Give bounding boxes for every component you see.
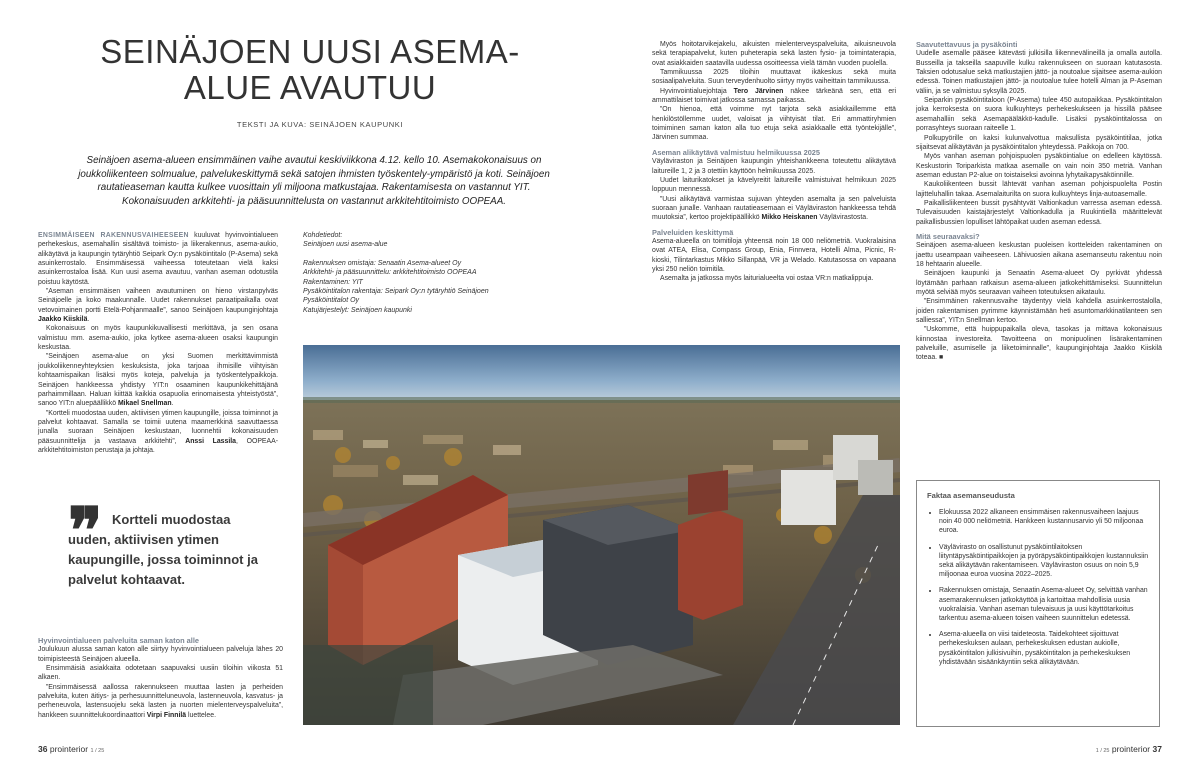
paragraph: Asema-alueella on toimitiloja yhteensä noin 18 000 neliömetriä. Vuokralaisina ovat ATEA, Elisa, Compass Group, Enia, Finnvera, Hotelli Alma, Picnic, R-kioski, Tilintarkastus Mikko Sillanpää, VR ja Welado. Katutasossa on vapaana yksi 250 neliön toimitila. [652, 238, 896, 274]
folio-right [1096, 744, 1162, 754]
fact-box-title: Faktaa asemanseudusta [927, 491, 1015, 500]
credits-parking-builder: Pysäköintitalon rakentaja: Seipark Oy:n tytäryhtiö Seinäjoen [303, 288, 489, 296]
text: Hyvinvointialuejohtaja [660, 87, 734, 95]
article-title: SEINÄJOEN UUSI ASEMA-ALUE AVAUTUU [100, 33, 520, 106]
paragraph [38, 683, 283, 720]
person-name: Tero Järvinen [733, 87, 784, 95]
section-heading: ENSIMMÄISEEN RAKENNUSVAIHEESEEN [38, 232, 189, 239]
paragraph: Tammikuussa 2025 tiloihin muuttavat ikäkeskus sekä muita sosiaalipalveluita. Suun terveydenhuolto siirtyy myös vaiheittain tammikuussa. [652, 69, 896, 86]
paragraph: Seinäjoen kaupunki ja Senaatin Asema-alueet Oy pyrkivät yhdessä löytämään parhaan ratkaisun asema-alueen jatkokehittämiseksi. Suunnittelun myötä selviää myös seuraavan vaiheen toteutuksen aikataulu. [916, 270, 1162, 297]
paragraph: Asemalta ja jatkossa myös laiturialueelta voi ostaa VR:n matkalippuja. [660, 275, 874, 283]
paragraph: Polkupyörille on kaksi kulunvalvottua maksullista pysäköintitilaa, jotka sijaitsevat alikäytävän ja pysäköintitalon yhteydessä. Paikkoja on 700. [916, 134, 1162, 151]
text: kuuluvat hyvinvointialueen perhekeskus, asemahallin sisältävä toimisto- ja liikerakennus, asema-aukio, alikäytävä ja kaupungin tytäryhtiö Seipark Oy:n pysäköintitalo (P-Asema) sekä asuinkerrostalo. Ensimmäisessä vaiheessa toteutetaan vielä kaksi asuinkerrostaloa lisää. Kun uusi asema avautuu, vanhan aseman odotustila poistuu käytöstä. [38, 232, 278, 286]
paragraph: ”Kortteli muodostaa uuden, aktiivisen ytimen kaupungille, joissa toiminnot ja palvelut kohtaavat. Samalla se toimii uutena maamerkkinä saavuttaessa junalla suoraan Seinäjoen keskustaan, luonnehtii kokonaisuuden pääsuunnittelija ja vastaava arkkitehti”, Anssi Lassila, OOPEAA-arkkitehtitoimiston perustaja ja johtaja. [38, 409, 278, 454]
folio-left [38, 744, 104, 754]
project-credits [303, 231, 523, 315]
magazine-name: prointerior [49, 744, 89, 754]
paragraph: Seinäjoen asema-alueen keskustan puoleisen kortteleiden rakentaminen on jaettu useampaan vaiheeseen. Lähivuosien aikana asemanseutu rakentuu noin 18 hehtaarin alueelle. [916, 242, 1162, 269]
person-name: Mikael Snellman [117, 400, 172, 408]
fact-list [927, 508, 1149, 667]
paragraph: Paikallisliikenteen bussit pysähtyvät Valtionkadun varressa aseman edessä. Tulevaisuuden kaistajärjestelyt Valtionkadulla ja Ruukintiellä määrittelevät paikallisbussien lopulliset lähtöpaikat uuden aseman edessä. [916, 199, 1162, 226]
paragraph [652, 195, 896, 223]
text: ”Uusi alikäytävä varmistaa sujuvan yhteyden asemalta ja sen palveluista suoraan junalle. Vanhaan rautatieasemaan ei Väyläviraston hankkeessa tehdä muutoksia”, kertoo projektipäällikkö [652, 195, 896, 222]
paragraph: Ensimmäisiä asiakkaita odotetaan saapuvaksi uusiin tiloihin viikosta 51 alkaen. [38, 665, 283, 682]
section-heading: Mitä seuraavaksi? [916, 231, 980, 241]
page-number: 36 [38, 744, 48, 754]
paragraph: ”Uskomme, että huippupaikalla oleva, tasokas ja mittava kokonaisuus kiinnostaa investoreita. Tavoitteena on monipuolinen lisärakentaminen palveluille, asumiselle ja liiketoiminnalle”, kaupunginjohtaja Jaakko Kiiskilä toteaa. ■ [916, 326, 1162, 362]
credits-builder: Rakentaminen: YIT [303, 278, 363, 286]
fact-item: • Asema-alueella on viisi taideteosta. Taidekohteet sijoittuvat perhekeskuksen aulaan, perhekeskuksen edustan aukiolle, pysäköintitalon julkisivuihin, pysäköintitalon ja perhekeskuksen yhdistävään sisäänkäyntiin sekä alikäytävään. [939, 630, 1149, 667]
paragraph: Uudet laiturikatokset ja kävelyreitit laitureille valmistuivat helmikuun 2025 loppuun mennessä. [652, 176, 896, 194]
person-name: Virpi Finnilä [146, 711, 187, 719]
text: OOPEAA-arkkitehtitoimiston perustaja ja johtaja. [38, 437, 278, 454]
person-name: Jaakko Kiiskilä [38, 316, 88, 324]
credits-owner: Rakennuksen omistaja: Senaatin Asema-alueet Oy [303, 259, 462, 267]
text: luettelee. [186, 711, 216, 719]
column-4 [916, 40, 1162, 363]
page-number: 37 [1152, 744, 1162, 754]
paragraph: Myös vanhan aseman pohjoispuolen pysäköintialue on edelleen käytössä. Keskustorin Toriparkista matkaa asemalle on vain noin 350 metriä. Vanhan aseman edustan P2-alue on toistaiseksi avoinna lyhytaikapysäköinnille. [916, 153, 1162, 179]
pull-quote [68, 494, 258, 590]
paragraph: Kaukoliikenteen bussit lähtevät vanhan aseman pohjoispuolelta Postin lajitteluhallin takaa. Asemalaiturilta on suora kulkuyhteys linja-autoasemalle. [916, 181, 1162, 198]
aerial-photo [303, 345, 900, 725]
credits-project: Seinäjoen uusi asema-alue [303, 241, 388, 249]
byline: TEKSTI JA KUVA: SEINÄJOEN KAUPUNKI [236, 120, 404, 129]
section-heading: Aseman alikäytävä valmistuu helmikuussa 2025 [652, 147, 821, 157]
paragraph: Kokonaisuus on myös kaupunkikuvallisesti merkittävä, ja sen osana valmistuu mm. asema-aukio, joka kytkee asema-alueen osaksi kaupungin keskustaa. [38, 325, 278, 352]
section-heading: Saavutettavuus ja pysäköinti [916, 40, 1018, 49]
section-heading: Hyvinvointialueen palveluita saman katon alle [38, 636, 200, 645]
paragraph [652, 87, 896, 106]
fact-item: • Elokuussa 2022 alkaneen ensimmäisen rakennusvaiheen laajuus noin 40 000 neliömetriä. Hankkeen kustannusarvio yli 50 miljoonaa euroa. [939, 508, 1149, 536]
person-name: Mikko Heiskanen [761, 214, 818, 222]
paragraph: Myös hoitotarvikejakelu, aikuisten mielenterveyspalveluita, aikuisneuvola sekä terapiapalvelut, kuten puheterapia sekä lasten fysio- ja toimintaterapia, ovat asiakkaiden saatavilla uudessa osoitteessa vielä tämän vuoden puolella. [652, 41, 896, 67]
lead-paragraph: Seinäjoen asema-alueen ensimmäinen vaihe avautui keskiviikkona 4.12. kello 10. Asemakokonaisuus on joukkoliikenteen solmualue, palvelukeskittymä sekä satojen ihmisten työskentely-ympäristö ja koti. Seinäjoen rautatieaseman kautta kulkee vuosittain yli miljoona matkustajaa. Rakentamisesta on vastannut YIT. Kokonaisuuden arkkitehti- ja pääsuunnittelusta on vastannut arkkitehtitoimisto OOPEAA. [78, 155, 550, 207]
text: Väylävirastosta. [817, 214, 869, 222]
column-3 [652, 40, 896, 284]
text: ”Kortteli muodostaa uuden, aktiivisen ytimen kaupungille, joissa toiminnot ja palvelut kohtaavat. Samalla se toimii uutena maamerkkinä saavuttaessa junalla suoraan Seinäjoen keskustaan, luonnehtii kokonaisuuden pääsuunnittelija ja vastaava arkkitehti”, [38, 409, 278, 445]
magazine-name: prointerior [1111, 744, 1151, 754]
issue-number: 1 / 25 [90, 748, 105, 754]
paragraph: ”Ensimmäinen rakennusvaihe täydentyy vielä kahdella asuinkerrostalolla, joiden rakentamisen pyrimme käynnistämään heti asuntomarkkinatilanteen sen salliessa”, YIT:n Snellman kertoo. [916, 298, 1162, 325]
column-1-bottom [38, 636, 283, 720]
text: ”Ensimmäisessä aallossa rakennukseen muuttaa lasten ja perheiden palveluita, kuten äitiys- ja perhesuunnitteluneuvola, lastenneuvola, kasvatus- ja perheneuvola, lastensuojelu sekä lasten ja nuorten mielenterveyspalveluita”, hankkeen suunnittelukoordinaattori [38, 683, 283, 719]
section-heading: Palveluiden keskittymä [652, 227, 734, 237]
credits-label: Kohdetiedot: [303, 232, 343, 239]
person-name: Anssi Lassila [185, 437, 237, 445]
issue-number: 1 / 25 [1095, 748, 1110, 754]
paragraph: Väyläviraston ja Seinäjoen kaupungin yhteishankkeena toteutettu alikäytävä laitureille 1, 2 ja 3 otettiin käyttöön helmikuussa 2025. [652, 158, 896, 175]
credits-street: Katujärjestelyt: Seinäjoen kaupunki [303, 306, 412, 314]
pull-quote-text: Kortteli muodostaa uuden, aktiivisen ytimen kaupungille, jossa toiminnot ja palvelut kohtaavat. [68, 512, 258, 587]
paragraph: Joulukuun alussa saman katon alle siirtyy hyvinvointialueen palveluja lähes 20 toimipisteestä Seinäjoen alueella. [38, 646, 283, 663]
fact-item: • Rakennuksen omistaja, Senaatin Asema-alueet Oy, selvittää vanhan asemarakennuksen jatkokäyttöä ja kartoittaa mahdollisia uusia vuokralaisia. Vanhan aseman tulevaisuus ja uusi käyttötarkoitus tarkentuu asema-alueen toisen vaiheen suunnittelun edetessä. [939, 586, 1149, 623]
fact-box [916, 480, 1160, 727]
credits-parking-org: Pysäköintitalot Oy [303, 297, 360, 305]
paragraph [38, 231, 278, 287]
paragraph: ”Seinäjoen asema-alue on yksi Suomen merkittävimmistä joukkoliikenneyhteyksien keskuksista, joka tarjoaa ihmisille viihtyisän kohtaamispaikan lisäksi myös koteja, palveluja ja työskentelypaikkoja. Seinäjoen hankkeessa yhdistyy YIT:n osaaminen kaupunkikehittäjänä parhaimmillaan. Haluan kiittää kaikkia osapuolia erinomaisesta yhteistyöstä”, sanoo YIT:n aluepäällikkö Mikael Snellman. [38, 353, 278, 408]
credits-architect: Arkkitehti- ja pääsuunnittelu: arkkitehtitoimisto OOPEAA [303, 269, 477, 277]
paragraph: ”On hienoa, että voimme nyt tarjota sekä asiakkaillemme että henkilöstöllemme uudet, valoisat ja viihtyisät tilat. Eri ammattiryhmien toimiminen saman katon alla tuo etuja sekä asiakkaalle että työntekijälle”, Järvinen summaa. [652, 106, 896, 142]
column-1 [38, 231, 278, 455]
paragraph: ”Aseman ensimmäisen vaiheen avautuminen on hieno virstanpylväs Seinäjoelle ja koko maakunnalle. Uudet rakennukset paraatipaikalla ovat vetovoimainen portti Etelä-Pohjanmaalle”, sanoo Seinäjoen kaupunginjohtaja Jaakko Kiiskilä. [38, 288, 278, 324]
fact-item: • Väylävirasto on osallistunut pysäköintilaitoksen liityntäpysäköintipaikkojen ja pyöräpysäköintipaikkojen kustannuksiin sekä alikäytävän rakentamiseen. Väyläviraston osuus on noin 5,9 miljoonaa euroa vuosina 2022–2025. [939, 543, 1149, 580]
text: näkee tärkeänä sen, että eri ammattilaiset toimivat jatkossa samassa paikassa. [652, 87, 896, 105]
text: ”Seinäjoen asema-alue on yksi Suomen merkittävimmistä joukkoliikenneyhteyksien keskuksista, joka tarjoaa ihmisille viihtyisän kohtaamispaikan lisäksi myös koteja, palveluja ja työskentelypaikkoja. Seinäjoen hankkeessa yhdistyy YIT:n osaaminen kaupunkikehittäjänä parhaimmillaan. Haluan kiittää kaikkia osapuolia erinomaisesta yhteistyöstä”, sanoo YIT:n aluepäällikkö [38, 353, 278, 408]
quote-mark-icon: ❞ [68, 494, 103, 569]
paragraph: Seiparkin pysäköintitaloon (P-Asema) tulee 450 autopaikkaa. Pysäköintitalon joka kerroksesta on suora kulkuyhteys perhekeskukseen ja hissillä pääsee asemahalliin sekä Asemapääläkkö-kadulle. Lisäksi pysäköintitalossa on porrasyhteys suoraan raiteelle 1. [916, 97, 1162, 133]
text: ”Aseman ensimmäisen vaiheen avautuminen on hieno virstanpylväs Seinäjoelle ja koko maakunnalle. Uudet rakennukset paraatipaikalla ovat vetovoimainen portti Etelä-Pohjanmaalle”, sanoo Seinäjoen kaupunginjohtaja [38, 288, 278, 314]
paragraph: Uudelle asemalle pääsee kätevästi julkisilla liikennevälineillä ja omalla autolla. Busseilla ja takseilla saapuville kulku rakennukseen on suoraan katutasosta. Taksien odotusalue sekä matkustajien jättö- ja noutoalue sijaitsee asema-aukion edessä. Toinen matkustajien jättö- ja noutoalue tulee hotelli Alman ja P-Aseman väliin, ja se valmistuu syksyllä 2025. [916, 50, 1162, 95]
